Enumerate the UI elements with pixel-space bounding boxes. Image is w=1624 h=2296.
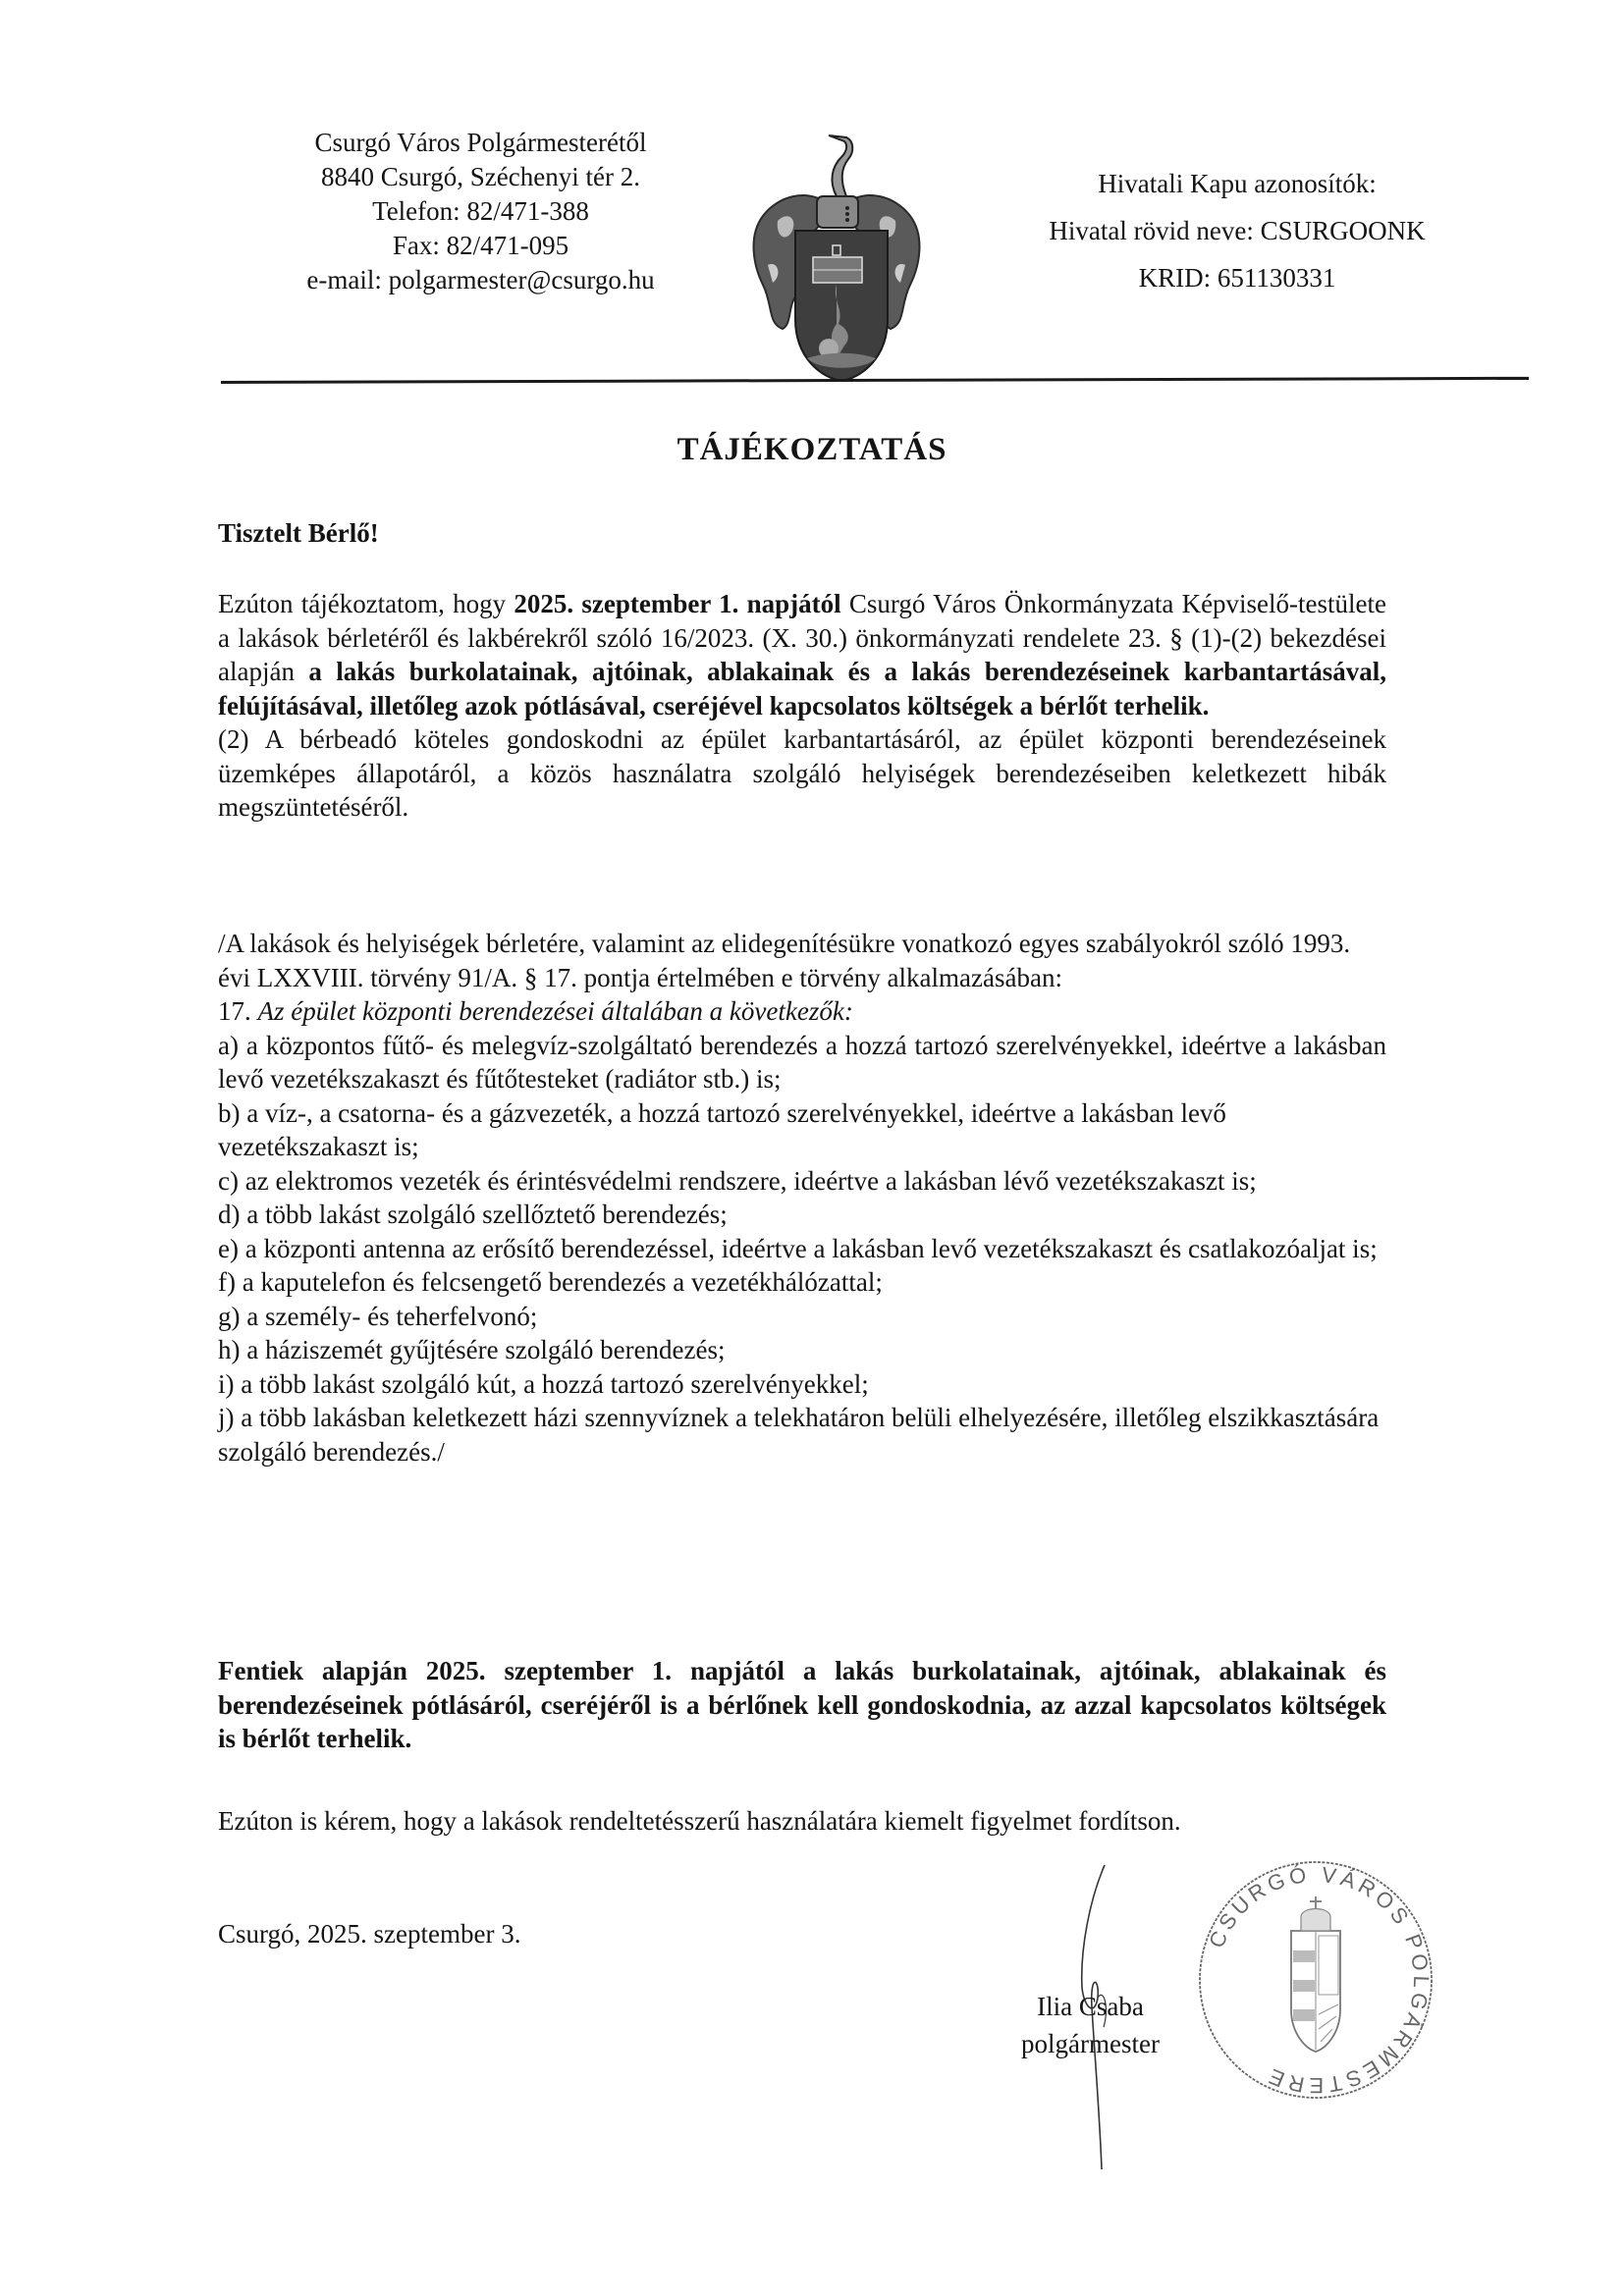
list-item-e: e) a központi antenna az erősítő berendezéssel, ideértve a lakásban levő vezetékszakaszt és csatlakozóaljat is;	[218, 1233, 1378, 1263]
text: Csurgó Város Önkormányzata Képviselő-testülete a lakások bérletéről és lakbérekről szóló 16/2023. (X. 30.) önkormányzati rendelete 23. § (1)-(2) bekezdései alapján	[218, 589, 1387, 686]
paragraph-conclusion	[218, 1654, 1386, 1756]
list-item-b: b) a víz-, a csatorna- és a gázvezeték, a hozzá tartozó szerelvényekkel, ideértve a lakásban levő vezetékszakaszt is;	[218, 1097, 1226, 1161]
law-intro: /A lakások és helyiségek bérletére, valamint az elidegenítésükre vonatkozó egyes szabályokról szóló 1993. évi LXXVIII. törvény 91/A. § 17. pontja értelmében e törvény alkalmazásában:	[218, 929, 1351, 992]
official-stamp-icon	[1193, 1857, 1438, 2103]
law-point-17: 17. Az épület központi berendezései általában a következők:	[218, 996, 853, 1026]
sender-fax: Fax: 82/471-095	[392, 231, 569, 260]
gateway-heading: Hivatali Kapu azonosítók:	[1098, 169, 1377, 198]
signature-block	[1021, 1988, 1160, 2062]
sender-address-block	[257, 126, 704, 297]
list-item-c: c) az elektromos vezeték és érintésvédelmi rendszere, ideértve a lakásban lévő vezetékszakaszt is;	[218, 1165, 1257, 1196]
conclusion-text: Fentiek alapján 2025. szeptember 1. napjától a lakás burkolatainak, ajtóinak, ablakainak és berendezéseinek pótlásáról, cseréjéről is a bérlőnek kell gondoskodnia, az azzal kapcsolatos költségek is bérlőt terhelik.	[218, 1656, 1386, 1753]
sender-name: Csurgó Város Polgármesterétől	[314, 128, 647, 157]
list-item-j: j) a több lakásban keletkezett házi szennyvíznek a telekhatáron belüli elhelyezésére, illetőleg elszikkasztására szolgáló berendezés./	[218, 1403, 1380, 1467]
document-title: TÁJÉKOZTATÁS	[677, 432, 947, 467]
salutation: Tisztelt Bérlő!	[218, 518, 379, 548]
law-point-17-heading: Az épület központi berendezései általában a következők:	[257, 996, 853, 1026]
office-short-name: Hivatal rövid neve: CSURGOONK	[1049, 216, 1426, 245]
paragraph-request: Ezúton is kérem, hogy a lakások rendeltetésszerű használatára kiemelt figyelmet fordítson.	[218, 1806, 1181, 1836]
cost-obligation: a lakás burkolatainak, ajtóinak, ablakainak és a lakás berendezéseinek karbantartásával, felújításával, illetőleg azok pótlásával, cseréjével kapcsolatos költségek a bérlőt terhelik.	[218, 657, 1386, 721]
sender-address: 8840 Csurgó, Széchenyi tér 2.	[321, 162, 640, 191]
krid-id: KRID: 651130331	[1138, 263, 1336, 293]
sender-phone: Telefon: 82/471-388	[372, 196, 589, 226]
coat-of-arms-icon	[738, 128, 935, 385]
list-item-h: h) a háziszemét gyűjtésére szolgáló berendezés;	[218, 1335, 726, 1364]
signatory-role: polgármester	[1021, 2029, 1160, 2058]
landlord-duties: (2) A bérbeadó köteles gondoskodni az épület karbantartásáról, az épület központi berendezéseinek üzemképes állapotáról, a közös használatra szolgáló helyiségek berendezéseiben keletkezett hibák megszüntetéséről.	[218, 724, 1386, 822]
paragraph-notice	[218, 587, 1386, 825]
list-item-a: a) a központos fűtő- és melegvíz-szolgáltató berendezés a hozzá tartozó szerelvényekkel, ideértve a lakásban levő vezetékszakaszt és fűtőtesteket (radiátor stb.) is;	[218, 1030, 1386, 1094]
text: Ezúton tájékoztatom, hogy	[218, 589, 514, 618]
list-item-d: d) a több lakást szolgáló szellőztető berendezés;	[218, 1200, 728, 1229]
official-gateway-block	[1021, 160, 1453, 301]
list-item-f: f) a kaputelefon és felcsengető berendezés a vezetékhálózattal;	[218, 1267, 883, 1297]
list-item-i: i) a több lakást szolgáló kút, a hozzá tartozó szerelvényekkel;	[218, 1368, 869, 1399]
effective-date: 2025. szeptember 1. napjától	[514, 589, 841, 618]
date-line: Csurgó, 2025. szeptember 3.	[218, 1919, 521, 1949]
list-item-g: g) a személy- és teherfelvonó;	[218, 1301, 538, 1331]
svg-text:CSURGÓ VÁROS POLGÁRMESTERE: CSURGÓ VÁROS POLGÁRMESTERE	[1204, 1861, 1435, 2099]
sender-email: e-mail: polgarmester@csurgo.hu	[306, 265, 655, 294]
signatory-name: Ilia Csaba	[1037, 1992, 1144, 2021]
paragraph-law-citation	[218, 927, 1386, 1468]
